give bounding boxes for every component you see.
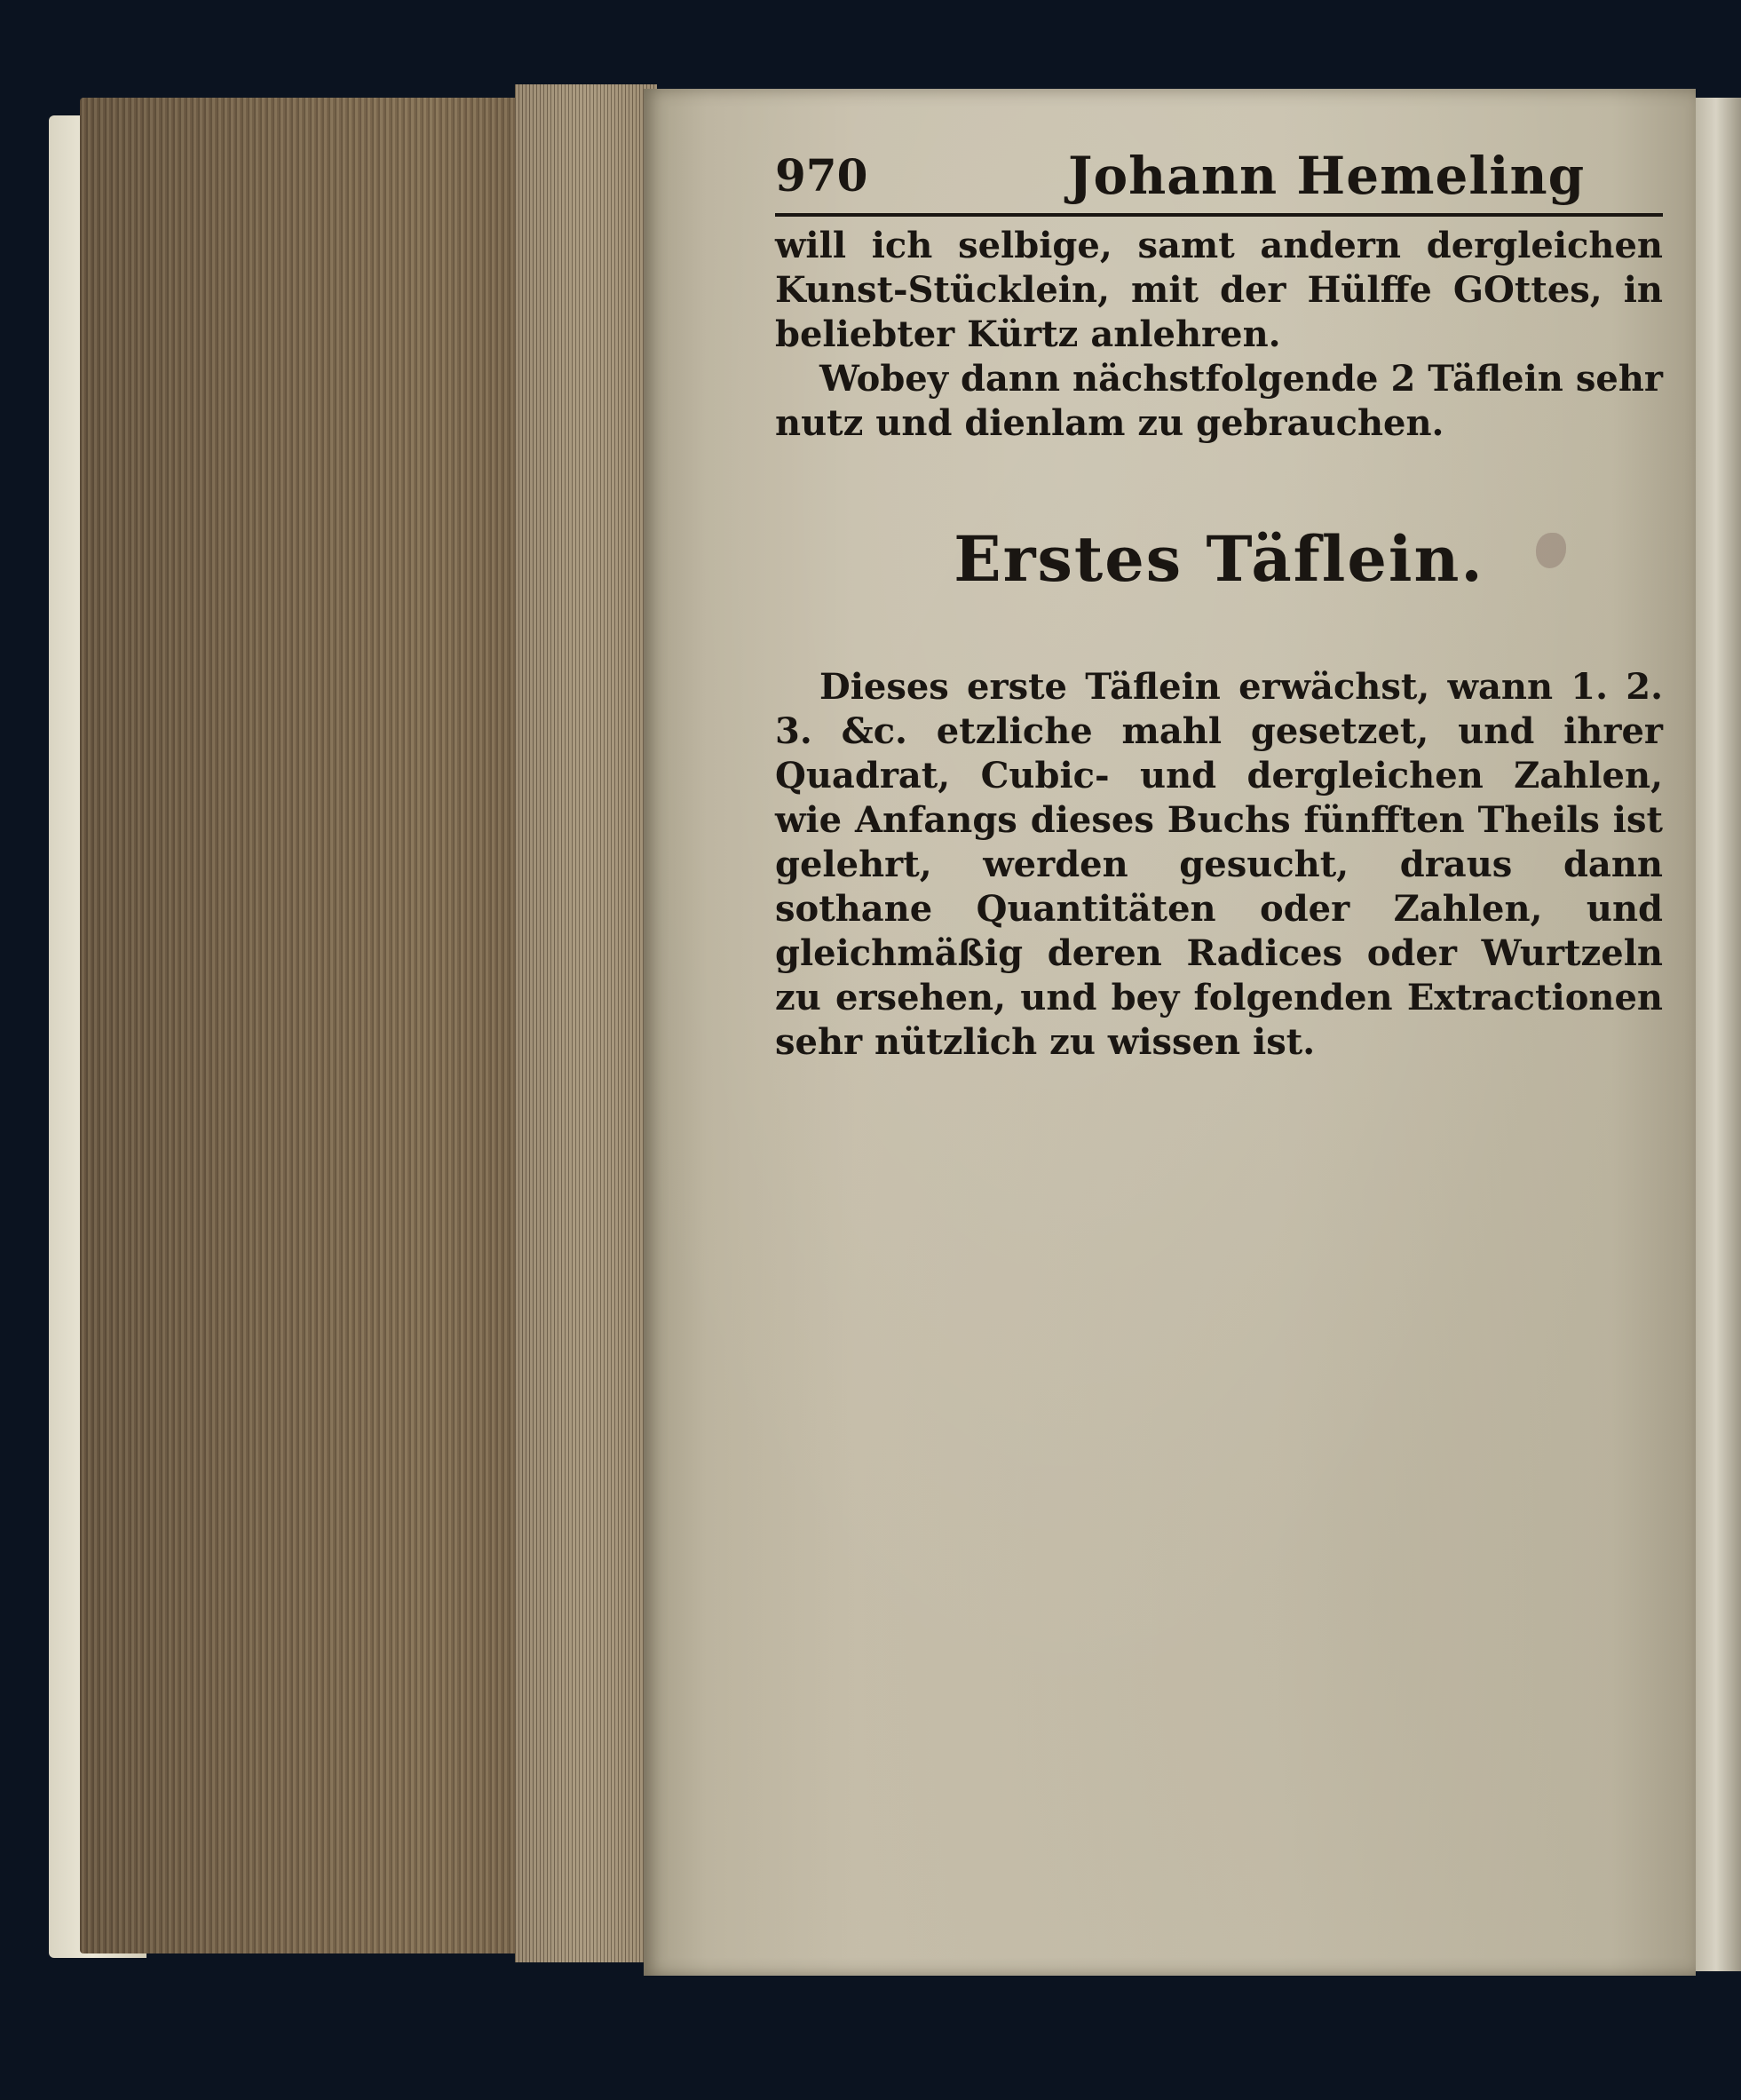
page-text-block — [775, 142, 1663, 1065]
running-head: Johann Hemeling — [1068, 146, 1586, 206]
book-page — [644, 89, 1696, 1976]
paragraph-3: Dieses erste Täflein erwächst, wann 1. 2. 3. &c. etzliche mahl gesetzet, und ihrer Quadrat, Cubic- und dergleichen Zahlen, wie Anfangs dieses Buchs fünfften Theils ist gelehrt, werden gesucht, draus dann sothane Quantitäten oder Zahlen, und gleichmäßig deren Radices oder Wurtzeln zu ersehen, und bey folgenden Extractionen sehr nützlich zu wissen ist. — [775, 666, 1663, 1063]
page-header — [775, 142, 1663, 217]
page-stack-edge — [515, 84, 657, 1962]
book-right-edge — [1691, 98, 1741, 1971]
page-number: 970 — [775, 149, 868, 202]
section-heading: Erstes Täflein. — [954, 522, 1484, 596]
paragraph-2: Wobey dann nächstfolgende 2 Täflein sehr nutz und dienlam zu gebrauchen. — [775, 358, 1663, 444]
paragraph-1: will ich selbige, samt andern dergleichen Kunst-Stücklein, mit der Hülffe GOttes, in beliebter Kürtz anlehren. — [775, 225, 1663, 355]
